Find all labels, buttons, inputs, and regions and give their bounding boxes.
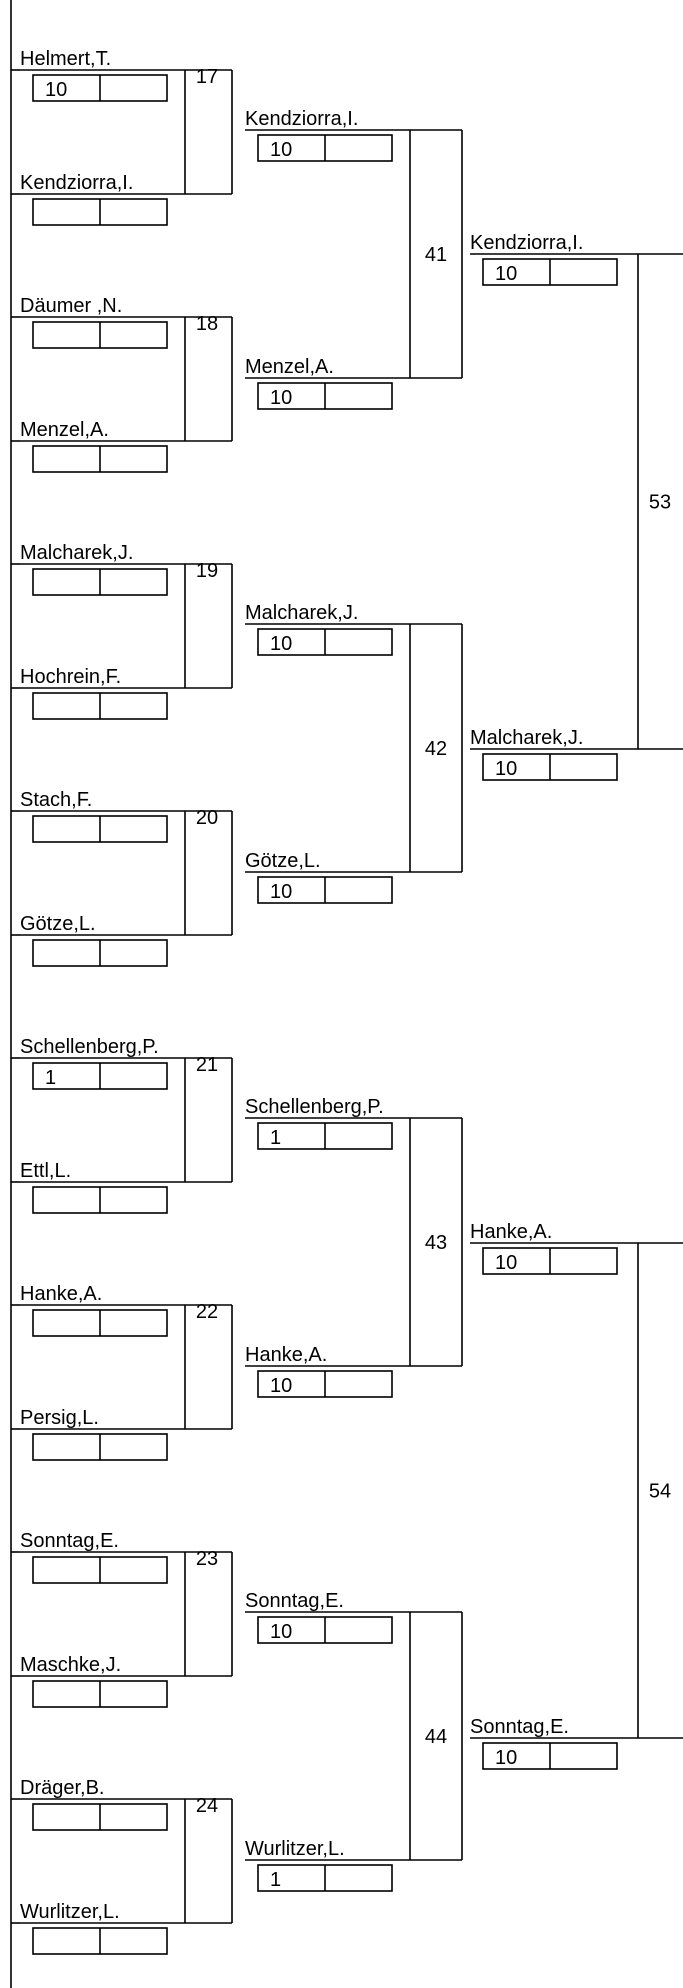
r3-match-54-number: 54 xyxy=(648,1480,672,1503)
r1-match-23-top-name: Sonntag,E. xyxy=(20,1530,119,1552)
r1-match-20-number: 20 xyxy=(195,807,219,829)
r3-match-54-top-name: Hanke,A. xyxy=(470,1221,553,1243)
r3-match-54-bottom-score: 10 xyxy=(495,1747,518,1769)
r1-match-20-bottom-name: Götze,L. xyxy=(20,913,96,935)
r2-match-43-bottom-score: 10 xyxy=(270,1375,293,1397)
r1-match-19-bottom-name: Hochrein,F. xyxy=(20,666,122,688)
r3-match-53-bottom-score: 10 xyxy=(495,758,518,780)
r3-match-53-number: 53 xyxy=(648,491,672,514)
r1-match-19-number: 19 xyxy=(195,560,219,582)
r1-match-17-top-score: 10 xyxy=(45,79,68,101)
r1-match-18-top-name: Däumer ,N. xyxy=(20,295,123,317)
r2-match-42-top-score: 10 xyxy=(270,633,293,655)
r1-match-17-top-name: Helmert,T. xyxy=(20,48,112,70)
r1-match-20-top-name: Stach,F. xyxy=(20,789,93,811)
r2-match-42-bottom-score: 10 xyxy=(270,881,293,903)
r2-match-44-bottom-name: Wurlitzer,L. xyxy=(245,1838,345,1860)
r3-match-53-top-name: Kendziorra,I. xyxy=(470,232,584,254)
r2-match-41-top-score: 10 xyxy=(270,139,293,161)
r2-match-42-number: 42 xyxy=(424,738,448,760)
r2-match-43-top-score: 1 xyxy=(270,1127,282,1149)
r1-match-22-bottom-name: Persig,L. xyxy=(20,1407,99,1429)
r2-match-44-number: 44 xyxy=(424,1726,448,1748)
r2-match-41-bottom-score: 10 xyxy=(270,387,293,409)
r1-match-23-bottom-name: Maschke,J. xyxy=(20,1654,122,1676)
r1-match-23-number: 23 xyxy=(195,1548,219,1570)
r1-match-24-bottom-name: Wurlitzer,L. xyxy=(20,1901,120,1923)
r2-match-41-top-name: Kendziorra,I. xyxy=(245,108,359,130)
r1-match-24-number: 24 xyxy=(195,1795,219,1817)
r1-match-22-number: 22 xyxy=(195,1301,219,1323)
r1-match-22-top-name: Hanke,A. xyxy=(20,1283,103,1305)
r1-match-24-top-name: Dräger,B. xyxy=(20,1777,105,1799)
r1-match-18-bottom-name: Menzel,A. xyxy=(20,419,109,441)
r3-match-53-bottom-name: Malcharek,J. xyxy=(470,727,584,749)
r1-match-19-top-name: Malcharek,J. xyxy=(20,542,134,564)
r1-match-21-bottom-name: Ettl,L. xyxy=(20,1160,72,1182)
r1-match-17-number: 17 xyxy=(195,66,219,88)
r2-match-42-top-name: Malcharek,J. xyxy=(245,602,359,624)
r1-match-21-top-name: Schellenberg,P. xyxy=(20,1036,159,1058)
r1-match-21-top-score: 1 xyxy=(45,1067,57,1089)
r2-match-43-top-name: Schellenberg,P. xyxy=(245,1096,384,1118)
r3-match-54-top-score: 10 xyxy=(495,1252,518,1274)
r2-match-41-number: 41 xyxy=(424,244,448,266)
r1-match-17-bottom-name: Kendziorra,I. xyxy=(20,172,134,194)
r2-match-44-top-name: Sonntag,E. xyxy=(245,1590,344,1612)
r1-match-18-number: 18 xyxy=(195,313,219,335)
r2-match-42-bottom-name: Götze,L. xyxy=(245,850,321,872)
r3-match-54-bottom-name: Sonntag,E. xyxy=(470,1716,569,1738)
r2-match-43-number: 43 xyxy=(424,1232,448,1254)
r3-match-53-top-score: 10 xyxy=(495,263,518,285)
r2-match-43-bottom-name: Hanke,A. xyxy=(245,1344,328,1366)
r2-match-44-bottom-score: 1 xyxy=(270,1869,282,1891)
r2-match-41-bottom-name: Menzel,A. xyxy=(245,356,334,378)
r2-match-44-top-score: 10 xyxy=(270,1621,293,1643)
r1-match-21-number: 21 xyxy=(195,1054,219,1076)
